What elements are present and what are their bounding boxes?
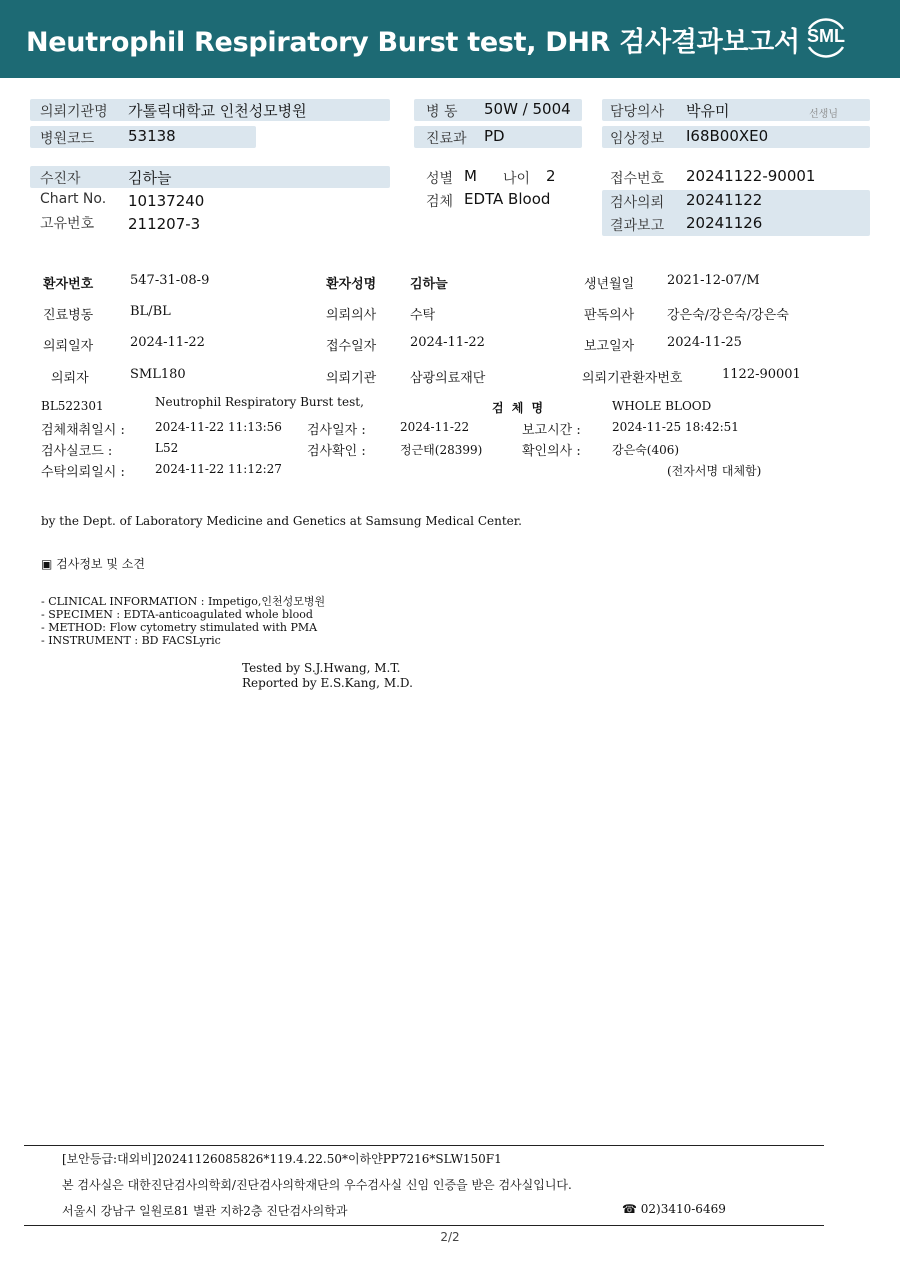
requesting-institution-label: 의뢰기관 [326,371,377,386]
requester-label: 의뢰자 [51,371,89,386]
confirm-doctor-label: 확인의사 : [522,444,581,459]
doctor-value: 박유미 [686,102,730,120]
receipt-date-label: 접수일자 [326,339,377,354]
age-value: 2 [546,167,556,185]
by-line: by the Dept. of Laboratory Medicine and Genetics at Samsung Medical Center. [41,514,522,528]
test-date-label: 검사일자 : [307,423,366,438]
consign-request-value: 2024-11-22 11:12:27 [155,462,282,476]
specimen-name-value: WHOLE BLOOD [612,399,712,413]
clinical-info-label: 임상정보 [610,131,665,147]
phone-line: ☎ 02)3410-6469 [622,1202,726,1216]
sex-value: M [464,167,477,185]
report-title: Neutrophil Respiratory Burst test, DHR 검사결과보고서 [26,27,800,58]
footer-bottom-rule [24,1225,824,1226]
sml-logo [800,12,852,64]
lab-code-label: 검사실코드 : [41,444,113,459]
patient-name-label: 환자성명 [326,277,377,292]
doctor-label: 담당의사 [610,104,665,120]
receipt-no-value: 20241122-90001 [686,167,816,185]
patient-name-value: 김하늘 [410,277,448,292]
request-date-value: 2024-11-22 [130,335,205,350]
institution-value: 가톨릭대학교 인천성모병원 [128,102,307,120]
report-time-label: 보고시간 : [522,423,581,438]
consign-request-label: 수탁의뢰일시 : [41,465,125,480]
report-date-label: 보고일자 [584,339,635,354]
test-confirm-label: 검사확인 : [307,444,366,459]
clinical-information-item: - CLINICAL INFORMATION : Impetigo,인천성모병원 [41,595,326,608]
patient-label: 수진자 [40,171,81,187]
requesting-doctor-label: 의뢰의사 [326,308,377,323]
specimen-item: - SPECIMEN : EDTA-anticoagulated whole blood [41,608,313,621]
chart-no-label: Chart No. [40,191,107,207]
birth-date-value: 2021-12-07/M [667,273,760,288]
clinical-info-value: I68B00XE0 [686,127,769,145]
tested-by: Tested by S.J.Hwang, M.T. [242,661,401,675]
unique-no-label: 고유번호 [40,216,95,232]
doctor-suffix: 선생님 [809,109,838,120]
institution-patient-no-label: 의뢰기관환자번호 [582,371,683,386]
section-title: ▣ 검사정보 및 소견 [41,557,145,571]
instrument-item: - INSTRUMENT : BD FACSLyric [41,634,221,647]
collection-time-value: 2024-11-22 11:13:56 [155,420,282,434]
ward-value: 50W / 5004 [484,100,571,118]
certification-line: 본 검사실은 대한진단검사의학회/진단검사의학재단의 우수검사실 신임 인증을 받은 검사실입니다. [62,1178,572,1192]
hospital-code-label: 병원코드 [40,131,95,147]
receipt-no-label: 접수번호 [610,171,665,187]
security-line: [보안등급:대외비]20241126085826*119.4.22.50*이하얀PP7216*SLW150F1 [62,1152,502,1166]
age-label: 나이 [503,171,531,187]
test-date-value: 2024-11-22 [400,420,470,434]
specimen-name-label: 검 체 명 [492,401,546,415]
patient-box [30,166,390,188]
test-confirm-value: 정근태(28399) [400,443,483,457]
footer-top-rule [24,1145,824,1146]
requesting-institution-value: 삼광의료재단 [410,371,486,386]
collection-time-label: 검체채취일시 : [41,423,125,438]
request-date-label: 검사의뢰 [610,195,665,211]
patient-number-label: 환자번호 [43,277,94,292]
page-number: 2/2 [440,1230,460,1244]
birth-date-label: 생년월일 [584,277,635,292]
e-signature-note: (전자서명 대체함) [667,464,762,478]
reading-doctor-label: 판독의사 [584,308,635,323]
institution-label: 의뢰기관명 [40,104,108,120]
sex-label: 성별 [426,171,454,187]
ward-label: 병 동 [426,104,458,120]
report-header [0,0,900,78]
address-line: 서울시 강남구 일원로81 별관 지하2층 진단검사의학과 [62,1204,348,1218]
receipt-date-value: 2024-11-22 [410,335,485,350]
department-label: 진료과 [426,131,467,147]
request-date-value: 20241122 [686,191,763,209]
report-date-value: 20241126 [686,214,763,232]
method-item: - METHOD: Flow cytometry stimulated with PMA [41,621,318,634]
reported-by: Reported by E.S.Kang, M.D. [242,676,413,690]
confirm-doctor-value: 강은숙(406) [612,443,680,457]
logo-text: SML [807,26,845,46]
patient-value: 김하늘 [128,169,172,187]
department-value: PD [484,127,505,145]
request-date-label: 의뢰일자 [43,339,94,354]
test-name: Neutrophil Respiratory Burst test, [155,395,364,409]
specimen-value: EDTA Blood [464,190,551,208]
specimen-label: 검체 [426,194,454,210]
unique-no-value: 211207-3 [128,215,201,233]
report-time-value: 2024-11-25 18:42:51 [612,420,739,434]
institution-patient-no-value: 1122-90001 [722,367,801,382]
ward-code-value: BL/BL [130,304,171,319]
ward-code-label: 진료병동 [43,308,94,323]
hospital-code-value: 53138 [128,127,176,145]
test-code: BL522301 [41,399,104,413]
report-date-value: 2024-11-25 [667,335,742,350]
patient-number-value: 547-31-08-9 [130,273,210,288]
chart-no-value: 10137240 [128,192,205,210]
requester-value: SML180 [130,367,186,382]
requesting-doctor-value: 수탁 [410,308,436,323]
lab-code-value: L52 [155,441,179,455]
reading-doctor-value: 강은숙/강은숙/강은숙 [667,308,789,323]
report-date-label: 결과보고 [610,218,665,234]
